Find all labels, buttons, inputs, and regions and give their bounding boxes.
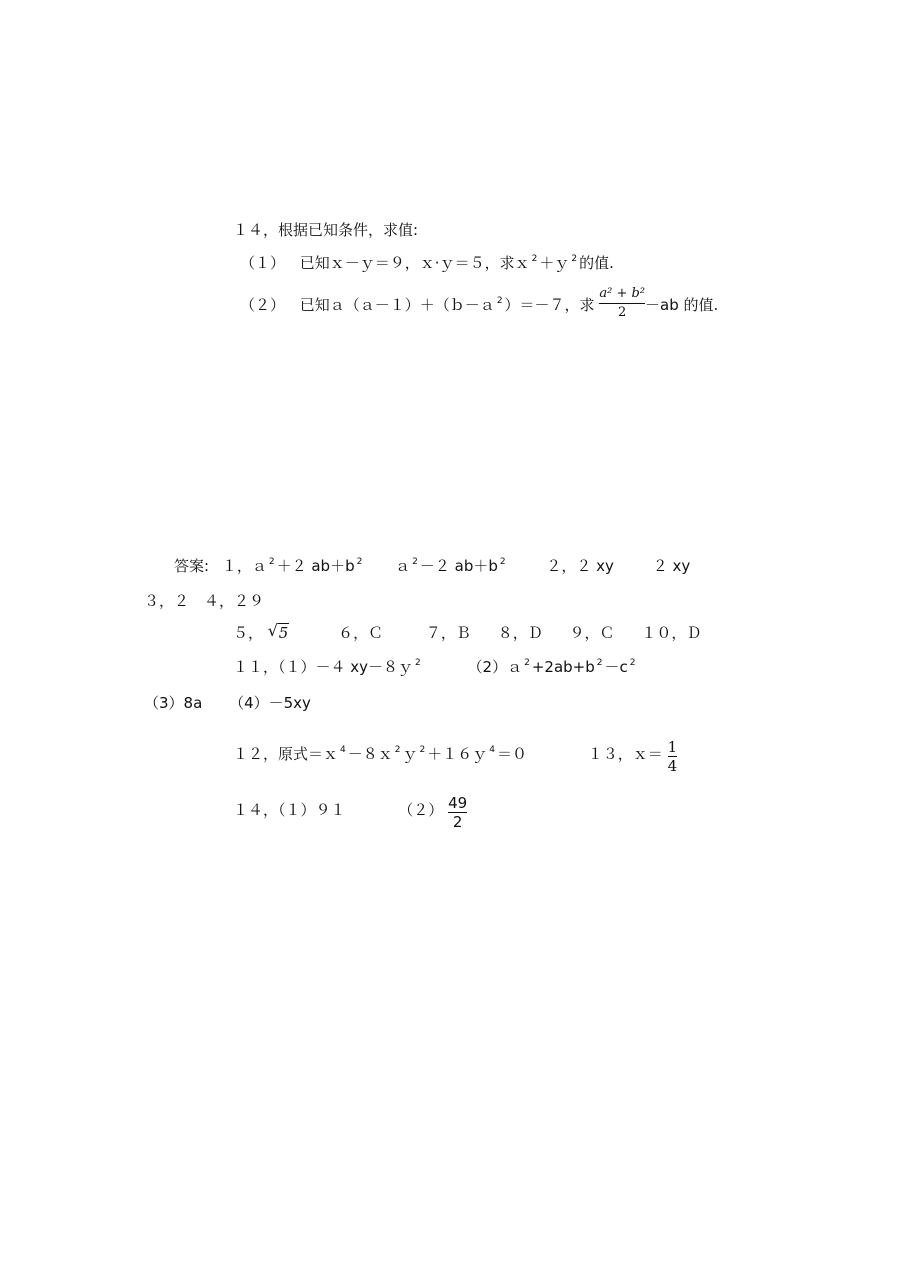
answer-line-7: １４，（１）９１ （２） $\frac{49}{2}$: [233, 794, 468, 831]
fraction-49-over-2: $\frac{49}{2}$: [448, 794, 468, 831]
answer-line-6: １２，原式＝ｘ $^4$ －８ｘ $^2$ ｙ $^2$ ＋１６ｙ $^4$ ＝０ １３，ｘ＝ $\frac{1}{4}$: [233, 738, 678, 775]
answer-line-2: ３，２ ４，２９: [144, 592, 265, 610]
answer-line-4: １１，（１）－４ xy－８ｙ $^2$ （2）ａ $^2$ +2ab+b $^2$ －c $^2$: [233, 658, 636, 676]
fraction-1-over-4: $\frac{1}{4}$: [667, 738, 678, 775]
problem-part-1: （１） 已知ｘ－ｙ＝９，ｘ·ｙ＝５，求ｘ $^2$ ＋ｙ $^2$ 的值.: [240, 254, 614, 272]
problem-title: １４，根据已知条件，求值:: [233, 221, 419, 239]
answer-line-1: 答案: １，ａ $^2$ ＋２ ab＋b $^2$ ａ $^2$ －２ ab＋b $^2$ ２，２ xy ２ xy: [174, 557, 691, 575]
answer-line-3: ５， √ 5 ６，Ｃ ７，Ｂ ８，Ｄ ９，Ｃ １０，Ｄ: [233, 621, 702, 642]
problem-part-2: （２） 已知ａ（ａ－１）＋（ｂ－ａ $^2$ ）＝－７，求 $\frac{\text{a² + b²}}{2}$ －ab 的值.: [240, 286, 719, 320]
answer-line-5: （3）8a （4）－5xy: [144, 694, 311, 712]
fraction-a2-b2-over-2: $\frac{\text{a² + b²}}{2}$: [599, 286, 645, 320]
sqrt-symbol: √ 5: [267, 621, 289, 642]
